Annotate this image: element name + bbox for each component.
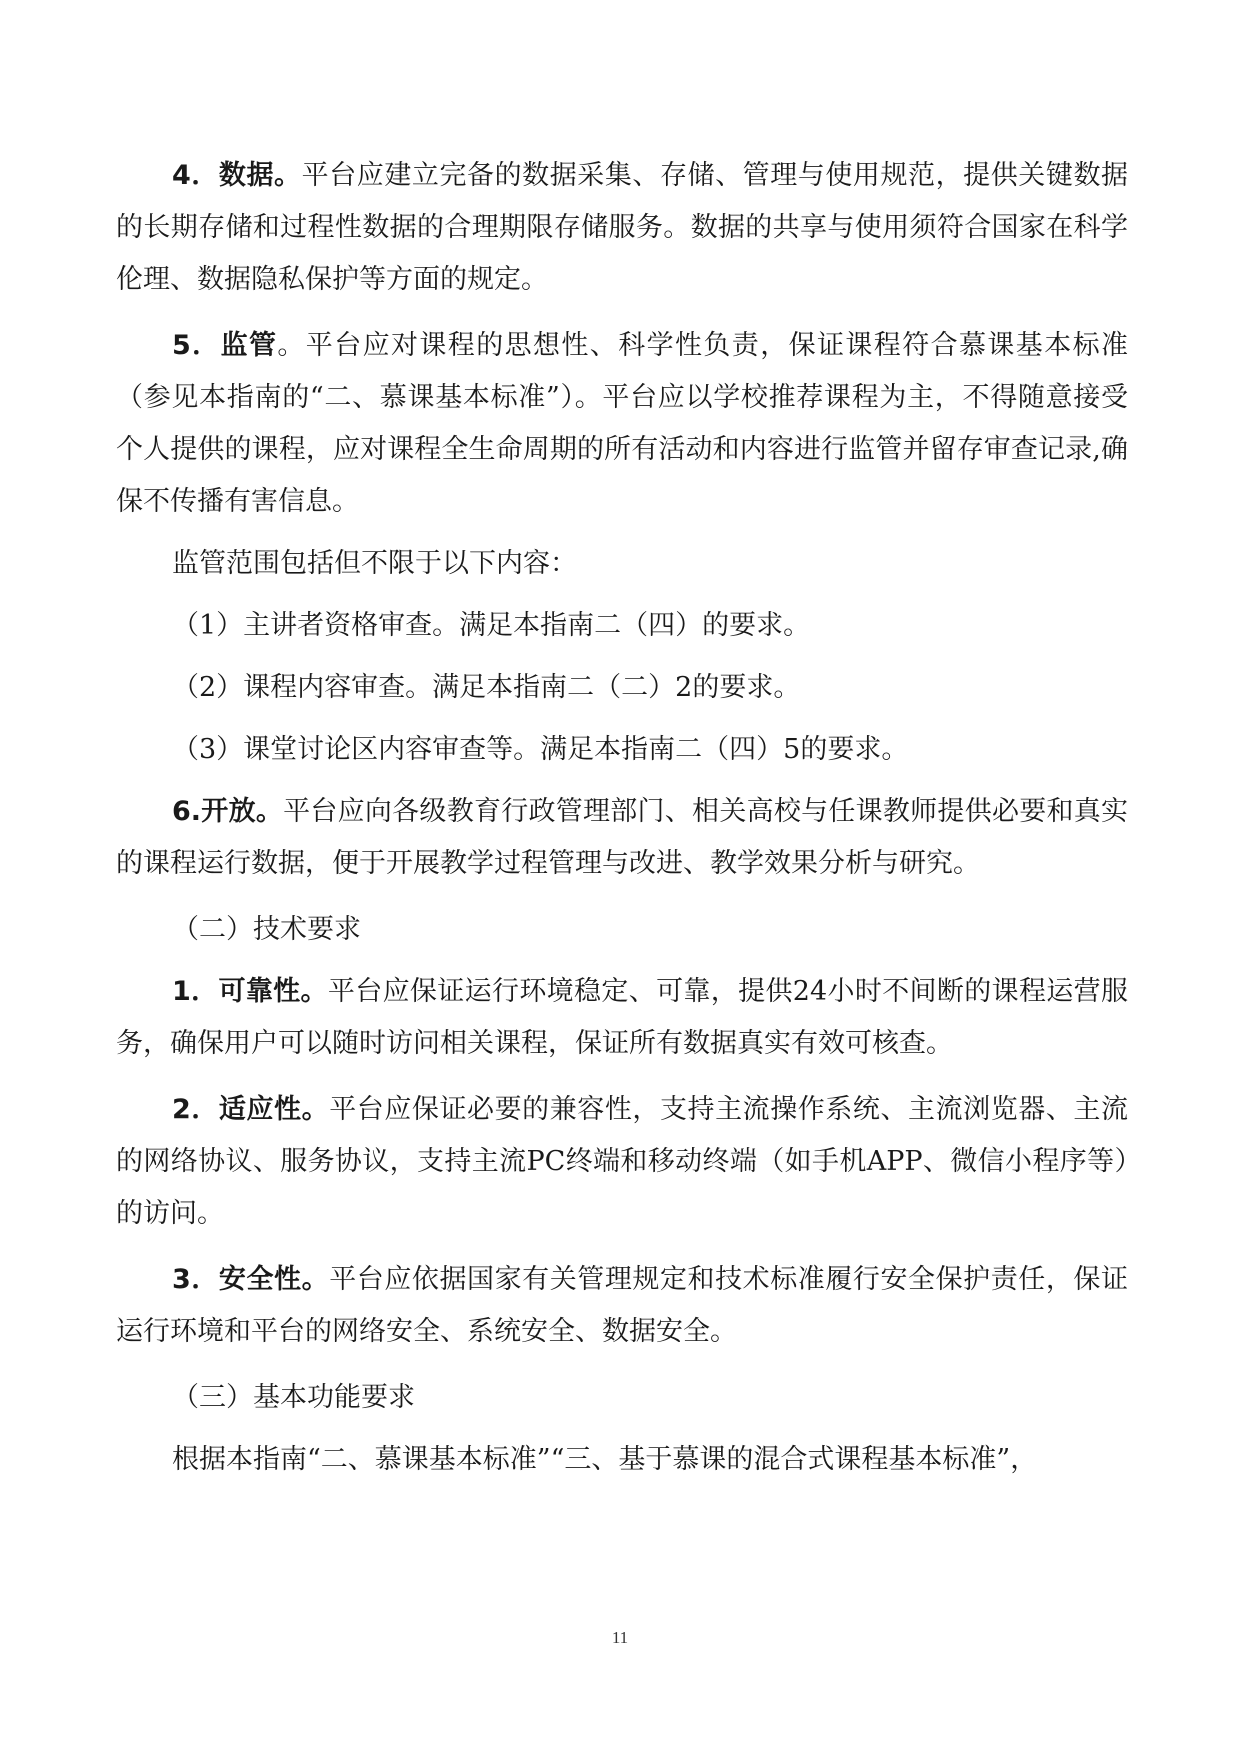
section-reliability-lead: 1．可靠性。 bbox=[172, 976, 328, 1007]
supervision-scope-item: （2）课程内容审查。满足本指南二（二）2的要求。 bbox=[172, 672, 801, 703]
section-security bbox=[116, 1254, 1128, 1358]
section-data bbox=[116, 150, 1128, 306]
section-security-lead: 3．安全性。 bbox=[172, 1264, 330, 1295]
section-openness-lead: 6.开放。 bbox=[172, 796, 284, 827]
document-body bbox=[116, 150, 1128, 1486]
section-adaptability-text: 平台应保证必要的兼容性，支持主流操作系统、主流浏览器、主流的网络协议、服务协议，支持主流PC终端和移动终端（如手机APP、微信小程序等）的访问。 bbox=[116, 1094, 1129, 1229]
section-adaptability bbox=[116, 1084, 1128, 1240]
supervision-scope-intro: 监管范围包括但不限于以下内容： bbox=[172, 548, 577, 579]
supervision-scope-item: （1）主讲者资格审查。满足本指南二（四）的要求。 bbox=[172, 610, 811, 641]
section-supervision-text: 。平台应对课程的思想性、科学性负责，保证课程符合慕课基本标准（参见本指南的“二、慕课基本标准”）。平台应以学校推荐课程为主，不得随意接受个人提供的课程，应对课程全生命周期的所有活动和内容进行监管并留存审查记录,确保不传播有害信息。 bbox=[116, 330, 1128, 517]
tech-requirements-heading: （二）技术要求 bbox=[172, 914, 361, 945]
section-reliability bbox=[116, 966, 1128, 1070]
section-supervision bbox=[116, 320, 1128, 528]
section-openness bbox=[116, 786, 1128, 890]
page-number: 11 bbox=[611, 1628, 629, 1647]
section-reliability-text: 平台应保证运行环境稳定、可靠，提供24小时不间断的课程运营服务，确保用户可以随时访问相关课程，保证所有数据真实有效可核查。 bbox=[116, 976, 1128, 1059]
supervision-scope-item: （3）课堂讨论区内容审查等。满足本指南二（四）5的要求。 bbox=[172, 734, 909, 765]
function-requirements-heading: （三）基本功能要求 bbox=[172, 1382, 415, 1413]
section-security-text: 平台应依据国家有关管理规定和技术标准履行安全保护责任，保证运行环境和平台的网络安全、系统安全、数据安全。 bbox=[116, 1264, 1129, 1347]
section-data-text: 平台应建立完备的数据采集、存储、管理与使用规范，提供关键数据的长期存储和过程性数据的合理期限存储服务。数据的共享与使用须符合国家在科学伦理、数据隐私保护等方面的规定。 bbox=[116, 160, 1129, 295]
section-adaptability-lead: 2．适应性。 bbox=[172, 1094, 330, 1125]
function-requirements-text: 根据本指南“二、慕课基本标准”“三、基于慕课的混合式课程基本标准”， bbox=[172, 1444, 1038, 1475]
section-supervision-lead: 5．监管 bbox=[172, 330, 278, 361]
section-openness-text: 平台应向各级教育行政管理部门、相关高校与任课教师提供必要和真实的课程运行数据，便于开展教学过程管理与改进、教学效果分析与研究。 bbox=[116, 796, 1129, 879]
section-data-lead: 4．数据。 bbox=[172, 160, 302, 191]
